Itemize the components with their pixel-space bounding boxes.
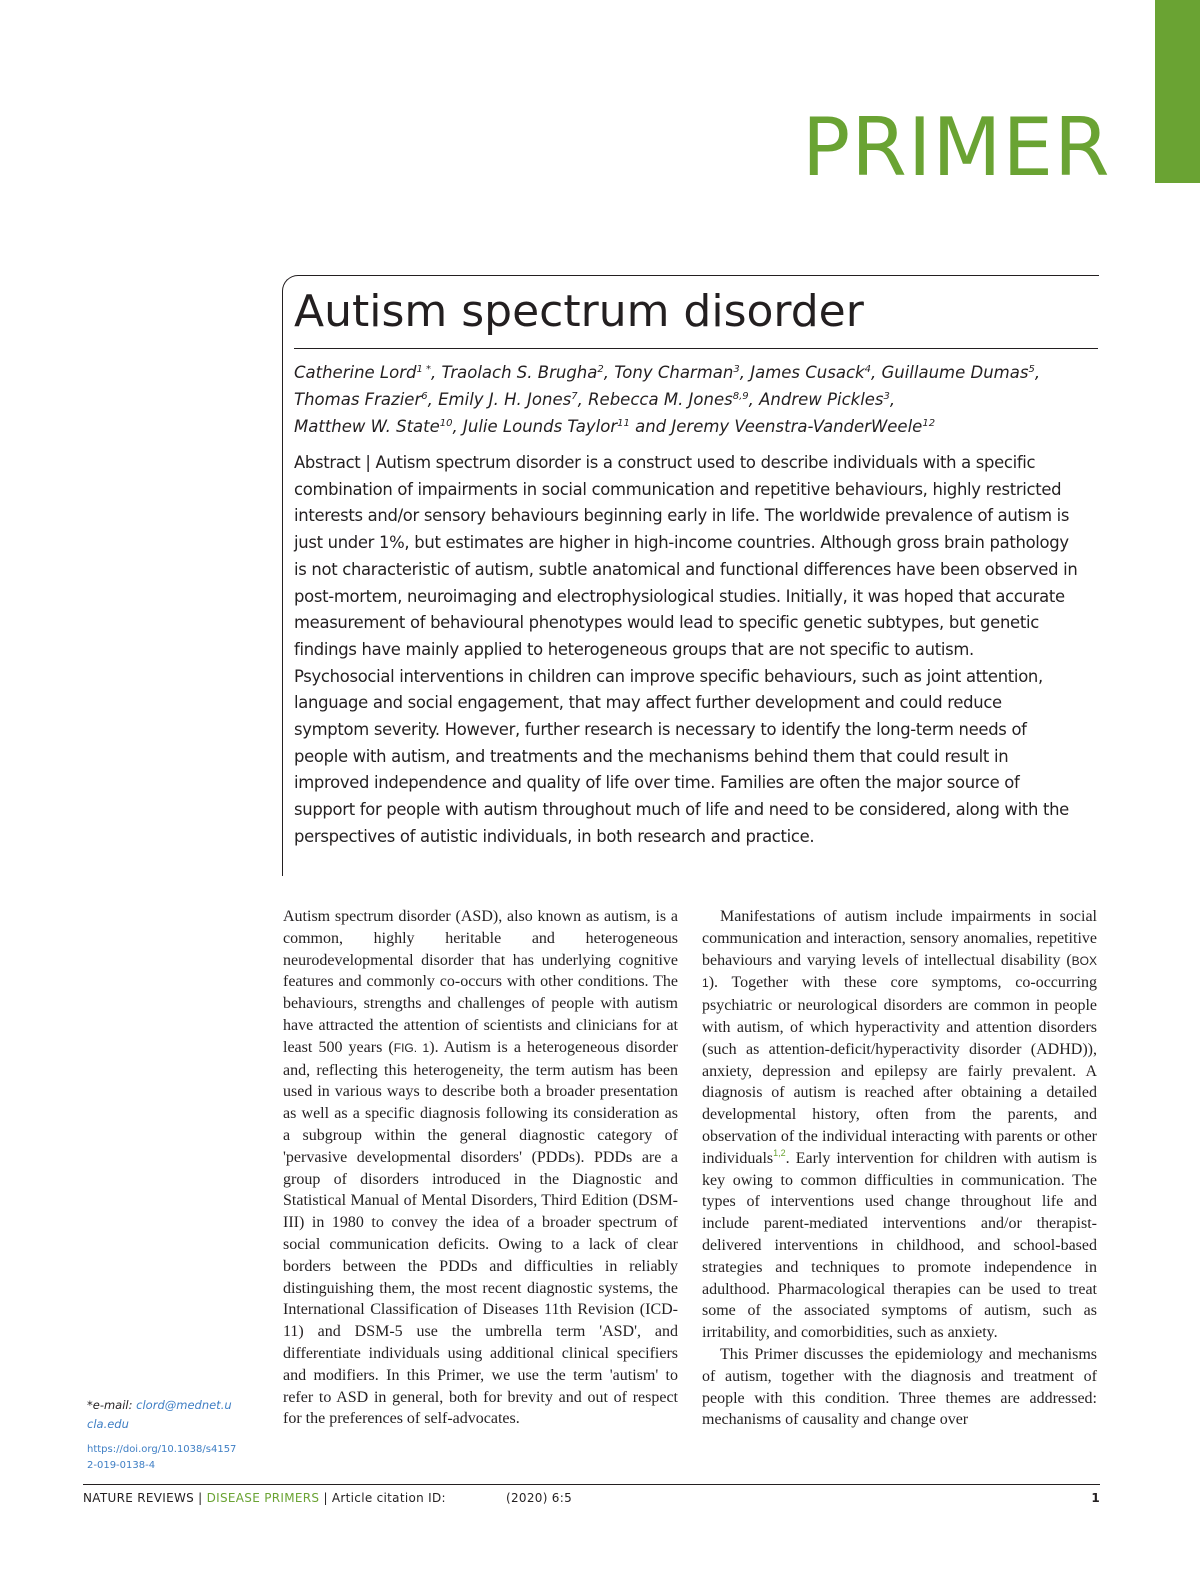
citation-label: | Article citation ID: bbox=[323, 1491, 446, 1505]
author-affiliation: 11 bbox=[617, 418, 630, 429]
footer-divider bbox=[83, 1484, 1100, 1485]
article-type-label: PRIMER bbox=[802, 101, 1111, 194]
author-name[interactable]: Matthew W. State bbox=[294, 417, 440, 436]
author-name[interactable]: Guillaume Dumas bbox=[881, 363, 1029, 382]
author-affiliation: 8,9 bbox=[732, 391, 749, 402]
body-column-right bbox=[702, 906, 1097, 1431]
author-line-2: Thomas Frazier$^6$, Emily J. H. Jones$^7$, Rebecca M. Jones$^{8,9}$, Andrew Pickles$^3$, bbox=[294, 390, 896, 409]
correspondence-note bbox=[87, 1396, 237, 1474]
author-affiliation: 1 * bbox=[416, 364, 432, 375]
author-affiliation: 12 bbox=[922, 418, 936, 429]
author-name[interactable]: James Cusack bbox=[750, 363, 865, 382]
author-name[interactable]: Jeremy Veenstra-VanderWeele bbox=[671, 417, 923, 436]
page-footer bbox=[83, 1489, 1100, 1507]
box-reference-link[interactable]: BOX 1 bbox=[702, 953, 1097, 991]
figure-reference-link[interactable]: FIG. 1 bbox=[393, 1040, 430, 1055]
body-text: ). Autism is a heterogeneous disorder and, reflecting this heterogeneity, the term autism has been used in various ways to describe both a broader presentation as well as a specific diagnosis following its consideration as a subgroup within the general diagnostic category of 'pervasive developmental disorders' (PDDs). PDDs are a group of disorders introduced in the Diagnostic and Statistical Manual of Mental Disorders, Third Edition (DSM-III) in 1980 to convey the idea of a broader spectrum of social communication deficits. Owing to a lack of clear borders between the PDDs and difficulties in reliably distinguishing them, the most recent diagnostic systems, the International Classification of Diseases 11th Revision (ICD-11) and DSM-5 use the umbrella term 'ASD', and differentiate individuals using additional clinical specifiers and modifiers. In this Primer, we use the term 'autism' to refer to ASD in general, both for brevity and out of respect for the preferences of self-advocates. bbox=[283, 1038, 679, 1428]
abstract-text: Autism spectrum disorder is a construct used to describe individuals with a specific combination of impairments in social communication and repetitive behaviours, highly restricted interests and/or sensory behaviours beginning early in life. The worldwide prevalence of autism is just under 1%, but estimates are higher in high-income countries. Although gross brain pathology is not characteristic of autism, subtle anatomical and functional differences have been observed in post-mortem, neuroimaging and electrophysiological studies. Initially, it was hoped that accurate measurement of behavioural phenotypes would lead to specific genetic subtypes, but genetic findings have mainly applied to heterogeneous groups that are not specific to autism. Psychosocial interventions in children can improve specific behaviours, such as joint attention, language and social engagement, that may affect further development and could reduce symptom severity. However, further research is necessary to identify the long-term needs of people with autism, and treatments and the mechanisms behind them that could result in improved independence and quality of life over time. Families are often the major source of support for people with autism throughout much of life and need to be considered, along with the perspectives of autistic individuals, in both research and practice. bbox=[294, 453, 1078, 846]
author-affiliation: 5 bbox=[1028, 364, 1035, 375]
author-affiliation: 6 bbox=[421, 391, 428, 402]
body-text: Manifestations of autism include impairments in social communication and interaction, sensory anomalies, repetitive behaviours and varying levels of intellectual disability ( bbox=[702, 908, 1097, 969]
abstract-heading: Abstract | bbox=[294, 453, 371, 472]
author-name[interactable]: Tony Charman bbox=[614, 363, 734, 382]
body-paragraph bbox=[283, 906, 678, 1430]
author-conjunction: and bbox=[635, 417, 667, 436]
author-line-1: Catherine Lord$^{1 *}$, Traolach S. Brugha$^2$, Tony Charman$^3$, James Cusack$^4$, Guillaume Dumas$^5$, bbox=[294, 363, 1041, 382]
author-name[interactable]: Rebecca M. Jones bbox=[588, 390, 733, 409]
email-link[interactable]: clord@mednet.ucla.edu bbox=[87, 1398, 232, 1431]
author-list bbox=[294, 359, 1094, 440]
author-name[interactable]: Traolach S. Brugha bbox=[441, 363, 598, 382]
author-affiliation: 3 bbox=[883, 391, 890, 402]
author-affiliation: 4 bbox=[864, 364, 871, 375]
author-affiliation: 10 bbox=[439, 418, 453, 429]
journal-section: DISEASE PRIMERS bbox=[206, 1491, 320, 1505]
body-text: ). Together with these core symptoms, co-occurring psychiatric or neurological disorders are common in people with autism, of which hyperactivity and attention disorders (such as attention-deficit/hyperactivity disorder (ADHD)), anxiety, depression and epilepsy are fairly prevalent. A diagnosis of autism is reached after obtaining a detailed developmental history, often from the parents, and observation of the individual interacting with parents or other individuals bbox=[702, 974, 1097, 1167]
author-affiliation: 2 bbox=[597, 364, 604, 375]
doi-link[interactable]: https://doi.org/10.1038/s41572-019-0138-4 bbox=[87, 1444, 237, 1471]
title-divider bbox=[294, 348, 1098, 349]
abstract bbox=[294, 450, 1079, 851]
section-color-tab bbox=[1155, 0, 1200, 183]
author-name[interactable]: Julie Lounds Taylor bbox=[463, 417, 618, 436]
author-line-3: Matthew W. State$^{10}$, Julie Lounds Taylor$^{11}$ and Jeremy Veenstra-VanderWeele$^{12}$ bbox=[294, 417, 936, 436]
email-label: *e-mail: bbox=[87, 1398, 133, 1412]
journal-name: NATURE REVIEWS | bbox=[83, 1491, 203, 1505]
page-number: 1 bbox=[1091, 1491, 1100, 1505]
author-name[interactable]: Emily J. H. Jones bbox=[438, 390, 572, 409]
author-name[interactable]: Thomas Frazier bbox=[294, 390, 422, 409]
body-paragraph: This Primer discusses the epidemiology and mechanisms of autism, together with the diagnosis and treatment of people with this condition. Three themes are addressed: mechanisms of causality and change over bbox=[702, 1345, 1097, 1429]
body-text: Autism spectrum disorder (ASD), also known as autism, is a common, highly heritable and heterogeneous neurodevelopmental disorder that has underlying cognitive features and commonly co-occurs with other conditions. The behaviours, strengths and challenges of people with autism have attracted the attention of scientists and clinicians for at least 500 years ( bbox=[283, 908, 678, 1056]
body-column-left bbox=[283, 906, 678, 1430]
citation-value: (2020) 6:5 bbox=[505, 1491, 573, 1505]
author-affiliation: 7 bbox=[571, 391, 578, 402]
author-name[interactable]: Andrew Pickles bbox=[759, 390, 884, 409]
article-title: Autism spectrum disorder bbox=[294, 286, 864, 337]
author-name[interactable]: Catherine Lord bbox=[294, 363, 417, 382]
author-affiliation: 3 bbox=[733, 364, 740, 375]
citation-reference-link[interactable]: 1,2 bbox=[773, 1147, 786, 1158]
body-text: . Early intervention for children with autism is key owing to common difficulties in communication. The types of interventions used change throughout life and include parent-mediated interventions and/or therapist-delivered interventions in childhood, and school-based strategies and techniques to promote independence in adulthood. Pharmacological therapies can be used to treat some of the associated symptoms of autism, such as irritability, and comorbidities, such as anxiety. bbox=[702, 1149, 1097, 1342]
body-paragraph bbox=[702, 906, 1097, 1344]
